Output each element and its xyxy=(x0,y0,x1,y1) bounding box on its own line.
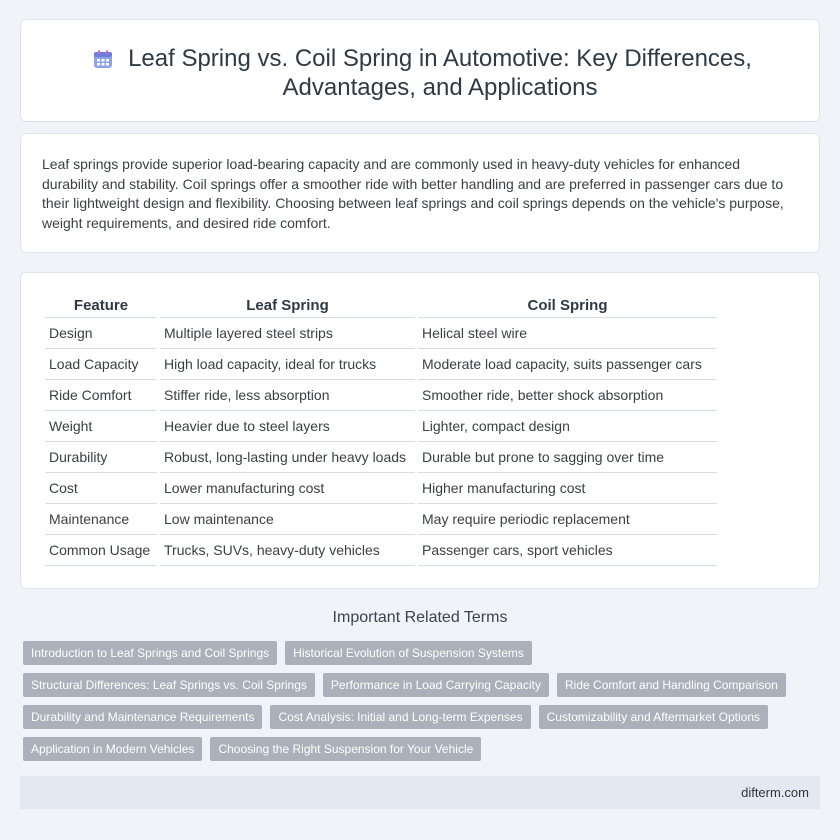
table-cell: Durable but prone to sagging over time xyxy=(418,442,717,473)
related-term-tag[interactable]: Introduction to Leaf Springs and Coil Springs xyxy=(23,641,277,665)
table-cell: Durability xyxy=(45,442,157,473)
tag-row xyxy=(23,641,803,665)
page-title: Leaf Spring vs. Coil Spring in Automotive: Key Differences, Advantages, and Applications xyxy=(128,45,752,101)
column-header-coil-spring: Coil Spring xyxy=(418,293,717,318)
related-term-tag[interactable]: Application in Modern Vehicles xyxy=(23,737,202,761)
summary-text: Leaf springs provide superior load-bearing capacity and are commonly used in heavy-duty vehicles for enhanced durability and stability. Coil springs offer a smoother ride with better handling and are preferred in passenger cars due to their lightweight design and flexibility. Choosing between leaf springs and coil springs depends on the vehicle's purpose, weight requirements, and desired ride comfort. xyxy=(42,156,784,231)
table-row xyxy=(45,380,717,411)
column-header-feature: Feature xyxy=(45,293,157,318)
table-cell: Load Capacity xyxy=(45,349,157,380)
table-cell: Helical steel wire xyxy=(418,318,717,349)
table-cell: Low maintenance xyxy=(160,504,415,535)
table-cell: Moderate load capacity, suits passenger cars xyxy=(418,349,717,380)
tag-row xyxy=(23,705,803,729)
related-term-tag[interactable]: Choosing the Right Suspension for Your Vehicle xyxy=(210,737,481,761)
related-term-tag[interactable]: Structural Differences: Leaf Springs vs. Coil Springs xyxy=(23,673,315,697)
table-header-row xyxy=(45,293,717,318)
related-term-tag[interactable]: Performance in Load Carrying Capacity xyxy=(323,673,549,697)
related-terms-heading: Important Related Terms xyxy=(332,609,508,626)
related-term-tag[interactable]: Historical Evolution of Suspension Systems xyxy=(285,641,532,665)
table-cell: Maintenance xyxy=(45,504,157,535)
table-cell: High load capacity, ideal for trucks xyxy=(160,349,415,380)
table-cell: Robust, long-lasting under heavy loads xyxy=(160,442,415,473)
summary-card xyxy=(20,133,820,253)
table-cell: Cost xyxy=(45,473,157,504)
title-card xyxy=(20,19,820,122)
table-row xyxy=(45,318,717,349)
tag-row xyxy=(23,673,803,697)
table-cell: Design xyxy=(45,318,157,349)
table-cell: Trucks, SUVs, heavy-duty vehicles xyxy=(160,535,415,566)
table-cell: Stiffer ride, less absorption xyxy=(160,380,415,411)
table-row xyxy=(45,473,717,504)
table-cell: Higher manufacturing cost xyxy=(418,473,717,504)
tag-row xyxy=(23,737,803,761)
comparison-table xyxy=(42,293,720,566)
table-cell: Weight xyxy=(45,411,157,442)
table-cell: Heavier due to steel layers xyxy=(160,411,415,442)
table-cell: Multiple layered steel strips xyxy=(160,318,415,349)
table-row xyxy=(45,504,717,535)
table-cell: Smoother ride, better shock absorption xyxy=(418,380,717,411)
table-row xyxy=(45,442,717,473)
table-row xyxy=(45,535,717,566)
table-row xyxy=(45,411,717,442)
table-cell: Ride Comfort xyxy=(45,380,157,411)
related-terms-list xyxy=(23,641,803,769)
column-header-leaf-spring: Leaf Spring xyxy=(160,293,415,318)
footer xyxy=(20,776,820,809)
table-cell: Lighter, compact design xyxy=(418,411,717,442)
site-link[interactable]: difterm.com xyxy=(741,785,809,800)
table-row xyxy=(45,349,717,380)
table-cell: Lower manufacturing cost xyxy=(160,473,415,504)
table-cell: Passenger cars, sport vehicles xyxy=(418,535,717,566)
related-term-tag[interactable]: Cost Analysis: Initial and Long-term Expenses xyxy=(270,705,530,729)
related-term-tag[interactable]: Customizability and Aftermarket Options xyxy=(539,705,768,729)
table-cell: Common Usage xyxy=(45,535,157,566)
related-term-tag[interactable]: Durability and Maintenance Requirements xyxy=(23,705,262,729)
related-term-tag[interactable]: Ride Comfort and Handling Comparison xyxy=(557,673,786,697)
table-cell: May require periodic replacement xyxy=(418,504,717,535)
